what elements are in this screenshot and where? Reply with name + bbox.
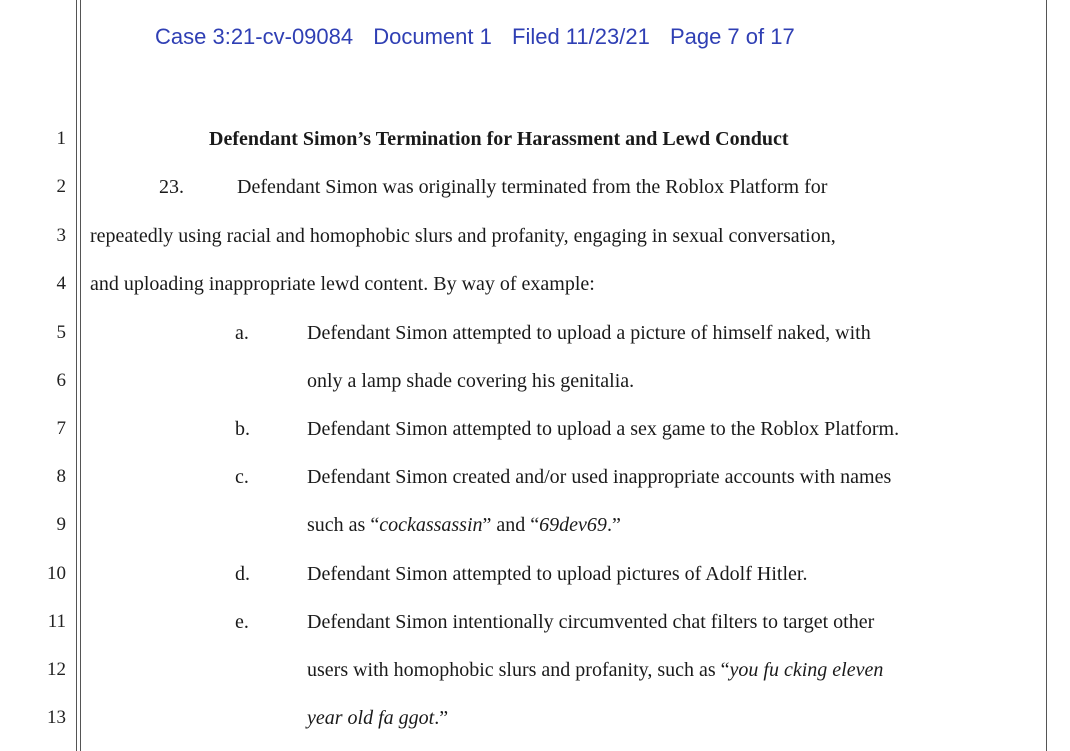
text-fragment: such as “ — [307, 514, 380, 536]
list-item-label: a. — [235, 322, 249, 344]
list-item-label: b. — [235, 418, 250, 440]
line-number: 1 — [56, 128, 66, 149]
page-indicator: Page 7 of 17 — [669, 24, 795, 49]
paragraph-number: 23. — [159, 176, 184, 198]
filed-date: Filed 11/23/21 — [512, 24, 650, 49]
right-margin-rule — [1046, 0, 1047, 751]
list-item-text: Defendant Simon attempted to upload a picture of himself naked, with — [307, 322, 871, 344]
paragraph-line: Defendant Simon was originally terminated from the Roblox Platform for — [237, 176, 828, 198]
list-item-text — [307, 514, 621, 537]
line-number: 2 — [56, 176, 66, 197]
list-item-text — [307, 659, 883, 682]
line-number: 3 — [56, 225, 66, 246]
line-number: 13 — [47, 707, 66, 728]
list-item-text — [307, 707, 448, 730]
list-item-text: only a lamp shade covering his genitalia. — [307, 370, 635, 392]
left-margin-rule-inner — [80, 0, 81, 751]
list-item-text: Defendant Simon attempted to upload a sex game to the Roblox Platform. — [307, 418, 900, 440]
left-margin-rule-outer — [76, 0, 77, 751]
line-number: 8 — [56, 466, 66, 487]
line-number: 7 — [56, 418, 66, 439]
paragraph-line: and uploading inappropriate lewd content. By way of example: — [90, 273, 595, 295]
text-fragment: ” and “ — [482, 514, 540, 536]
text-fragment: users with homophobic slurs and profanity, such as “ — [307, 659, 730, 681]
section-heading: Defendant Simon’s Termination for Harassment and Lewd Conduct — [209, 128, 789, 150]
text-fragment: .” — [606, 514, 621, 536]
case-number: Case 3:21-cv-09084 — [155, 24, 354, 49]
quoted-slur: year old fa ggot — [307, 707, 435, 729]
list-item-text: Defendant Simon attempted to upload pictures of Adolf Hitler. — [307, 563, 808, 585]
line-number: 6 — [56, 370, 66, 391]
document-number: Document 1 — [373, 24, 492, 49]
quoted-slur: you fu cking eleven — [729, 659, 884, 681]
list-item-label: d. — [235, 563, 250, 585]
list-item-text: Defendant Simon created and/or used inappropriate accounts with names — [307, 466, 892, 488]
line-number: 9 — [56, 514, 66, 535]
line-number: 5 — [56, 322, 66, 343]
case-header — [155, 24, 809, 50]
paragraph-line: repeatedly using racial and homophobic slurs and profanity, engaging in sexual conversation, — [90, 225, 836, 247]
line-number: 4 — [56, 273, 66, 294]
list-item-label: e. — [235, 611, 249, 633]
account-name: cockassassin — [379, 514, 483, 536]
list-item-text: Defendant Simon intentionally circumvented chat filters to target other — [307, 611, 875, 633]
line-number: 12 — [47, 659, 66, 680]
list-item-label: c. — [235, 466, 249, 488]
text-fragment: .” — [434, 707, 449, 729]
line-number: 10 — [47, 563, 66, 584]
account-name: 69dev69 — [539, 514, 607, 536]
line-number: 11 — [47, 611, 66, 632]
